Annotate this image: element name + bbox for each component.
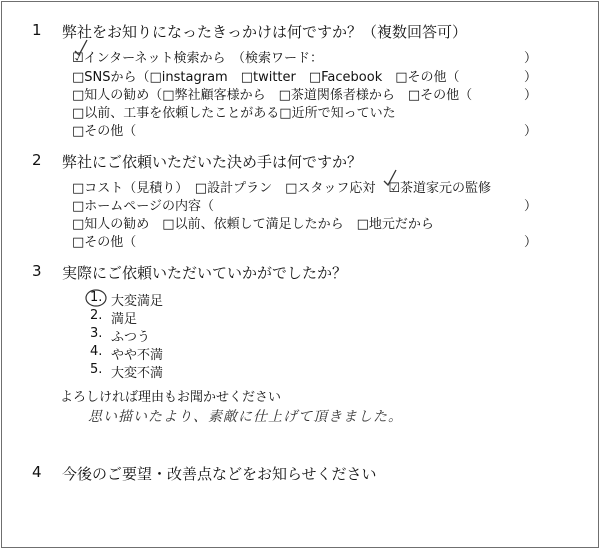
q1-option-internet[interactable]: ☑インターネット検索から （検索ワード： — [72, 51, 323, 66]
q3-option-num-4[interactable]: 4. — [90, 344, 103, 359]
q1-option-referral[interactable]: □知人の勧め（□弊社顧客様から □茶道関係者様から □その他（ — [72, 88, 473, 103]
q2-paren-close-1: ） — [524, 199, 538, 214]
q2-option-other[interactable]: □その他（ — [72, 235, 137, 250]
q1-option-sns[interactable]: □SNSから（□instagram □twitter □Facebook □その他（ — [72, 70, 460, 85]
q3-option-num-3[interactable]: 3. — [90, 326, 103, 341]
q2-question: 弊社にご依頼いただいた決め手は何ですか？ — [62, 153, 363, 171]
q2-option-homepage[interactable]: □ホームページの内容（ — [72, 199, 215, 214]
q3-option-label-1[interactable]: 大変満足 — [111, 294, 164, 309]
q1-number: 1 — [32, 21, 42, 39]
q4-number: 4 — [32, 463, 42, 481]
q1-paren-close-4: ） — [524, 124, 538, 139]
q3-option-label-3[interactable]: ふつう — [111, 330, 151, 345]
q2-number: 2 — [32, 151, 42, 169]
q3-number: 3 — [32, 262, 42, 280]
q2-check-mark-icon — [381, 168, 401, 188]
q3-option-label-4[interactable]: やや不満 — [111, 348, 164, 363]
q2-options-row3[interactable]: □知人の勧め □以前、依頼して満足したから □地元だから — [72, 217, 434, 232]
q3-selected-circle-icon — [84, 288, 110, 308]
q3-option-num-2[interactable]: 2. — [90, 308, 103, 323]
q2-paren-close-2: ） — [524, 235, 538, 250]
q3-option-label-2[interactable]: 満足 — [111, 312, 138, 327]
q1-option-other[interactable]: □その他（ — [72, 124, 137, 139]
q1-paren-close-3: ） — [524, 88, 538, 103]
q1-option-previous[interactable]: □以前、工事を依頼したことがある□近所で知っていた — [72, 106, 396, 121]
q3-reason-handwritten-answer: 思い描いたより、素敵に仕上げて頂きました。 — [88, 409, 403, 425]
q1-check-mark-icon — [72, 38, 92, 58]
q1-paren-close-2: ） — [524, 70, 538, 85]
q3-question: 実際にご依頼いただいていかがでしたか？ — [62, 264, 348, 282]
q3-option-num-5[interactable]: 5. — [90, 362, 103, 377]
q3-option-label-5[interactable]: 大変不満 — [111, 366, 164, 381]
q1-question: 弊社をお知りになったきっかけは何ですか？（複数回答可） — [62, 23, 468, 41]
q3-reason-label: よろしければ理由もお聞かせください — [60, 390, 282, 405]
q3-option-num-1[interactable]: 1. — [90, 290, 103, 305]
q1-paren-close-1: ） — [524, 51, 538, 66]
q2-options-row1[interactable]: □コスト（見積り） □設計プラン □スタッフ応対 ☑茶道家元の監修 — [72, 181, 492, 196]
q4-question: 今後のご要望・改善点などをお知らせください — [62, 465, 377, 483]
